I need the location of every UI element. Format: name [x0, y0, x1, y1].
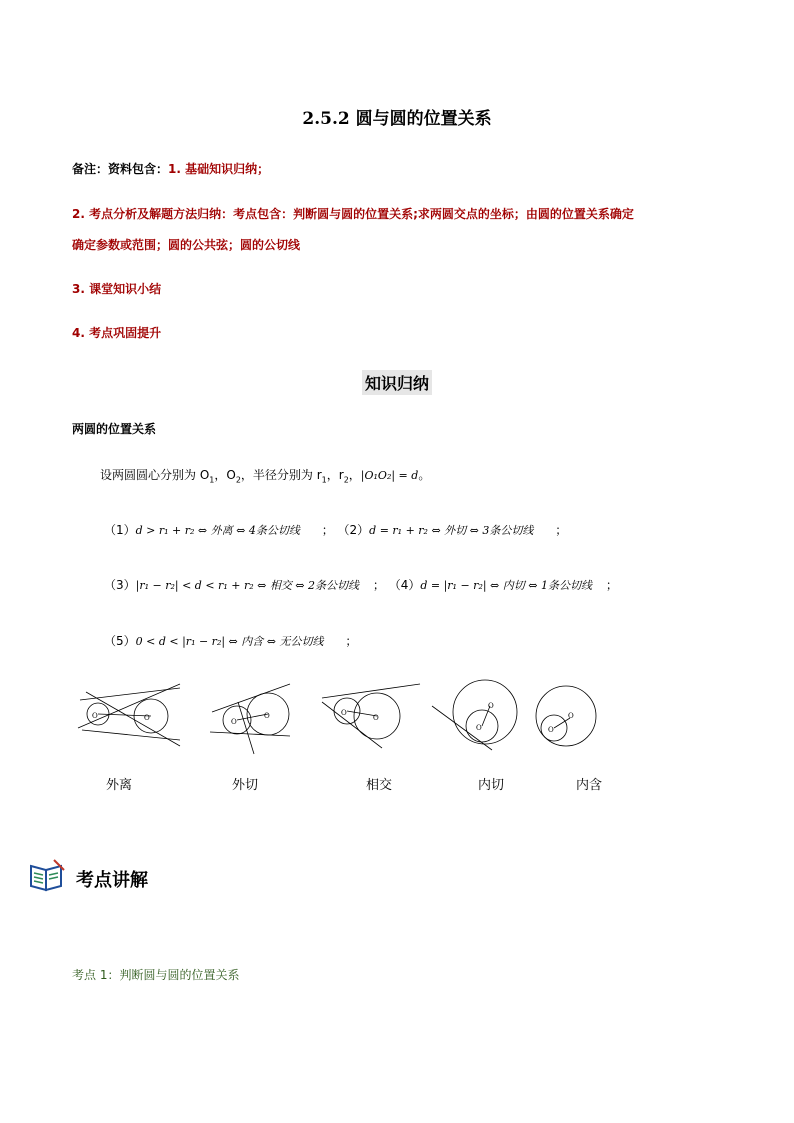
- figure-contained: [536, 686, 596, 746]
- label-internal-tangent: 内切: [478, 778, 505, 793]
- case-5-condition: 0 < d < |r₁ − r₂| ⇔ 内含 ⇔ 无公切线: [135, 635, 324, 648]
- note-item-4: 4. 考点巩固提升: [72, 326, 162, 340]
- note-line-1: [72, 160, 269, 177]
- section-title: 知识归纳: [362, 370, 432, 395]
- svg-text:O: O: [264, 712, 270, 720]
- svg-text:O: O: [568, 712, 574, 720]
- case-4-condition: d = |r₁ − r₂| ⇔ 内切 ⇔ 1条公切线: [420, 579, 592, 592]
- book-icon: [28, 858, 68, 894]
- svg-text:O: O: [548, 726, 554, 734]
- svg-text:O: O: [488, 702, 494, 710]
- subheading: 两圆的位置关系: [72, 422, 157, 436]
- figure-internal-tangent: [432, 680, 517, 750]
- label-contained: 内含: [576, 778, 603, 793]
- kaodian-1: 考点 1：判断圆与圆的位置关系: [72, 968, 240, 982]
- kaodian-heading: 考点讲解: [76, 870, 148, 891]
- case-row-3: （5）0 < d < |r₁ − r₂| ⇔ 内含 ⇔ 无公切线 ；: [104, 634, 358, 648]
- label-external-tangent: 外切: [232, 778, 259, 793]
- svg-text:O: O: [92, 712, 98, 720]
- distance-formula: |O₁O₂| = d: [360, 469, 419, 482]
- svg-text:O: O: [373, 714, 379, 722]
- label-separate: 外离: [106, 778, 133, 793]
- figure-external-tangent: [210, 684, 290, 754]
- svg-text:O: O: [476, 724, 482, 732]
- figure-intersecting: [322, 684, 420, 748]
- case-2-condition: d = r₁ + r₂ ⇔ 外切 ⇔ 3条公切线: [369, 524, 534, 537]
- svg-text:O: O: [144, 714, 150, 722]
- page-title: 2.5.2 圆与圆的位置关系: [302, 109, 492, 129]
- figure-separate: [78, 684, 180, 746]
- svg-text:O: O: [231, 718, 237, 726]
- note-item-2a: 2. 考点分析及解题方法归纳：考点包含：判断圆与圆的位置关系;求两圆交点的坐标；由圆的位置关系确定: [72, 207, 634, 221]
- label-intersecting: 相交: [366, 778, 393, 793]
- case-row-2: （3）|r₁ − r₂| < d < r₁ + r₂ ⇔ 相交 ⇔ 2条公切线 ； （4）d = |r₁ − r₂| ⇔ 内切 ⇔ 1条公切线 ；: [104, 578, 618, 592]
- case-3-condition: |r₁ − r₂| < d < r₁ + r₂ ⇔ 相交 ⇔ 2条公切线: [135, 579, 360, 592]
- circle-position-figures: [70, 676, 610, 758]
- svg-text:O: O: [341, 709, 347, 717]
- note-item-1: 1. 基础知识归纳；: [168, 162, 270, 176]
- note-item-3: 3. 课堂知识小结: [72, 282, 162, 296]
- intro-text: 设两圆圆心分别为 $O_1$，$O_2$，半径分别为 $r_1$，$r_2$，|O₁O₂| = d。: [100, 468, 431, 485]
- note-prefix: 备注：资料包含：: [72, 162, 169, 176]
- section-title-wrap: [0, 370, 794, 395]
- case-1-condition: d > r₁ + r₂ ⇔ 外离 ⇔ 4条公切线: [135, 524, 300, 537]
- note-item-2b: 确定参数或范围；圆的公共弦；圆的公切线: [72, 238, 301, 252]
- case-row-1: （1）d > r₁ + r₂ ⇔ 外离 ⇔ 4条公切线 ； （2）d = r₁ + r₂ ⇔ 外切 ⇔ 3条公切线 ；: [104, 523, 568, 537]
